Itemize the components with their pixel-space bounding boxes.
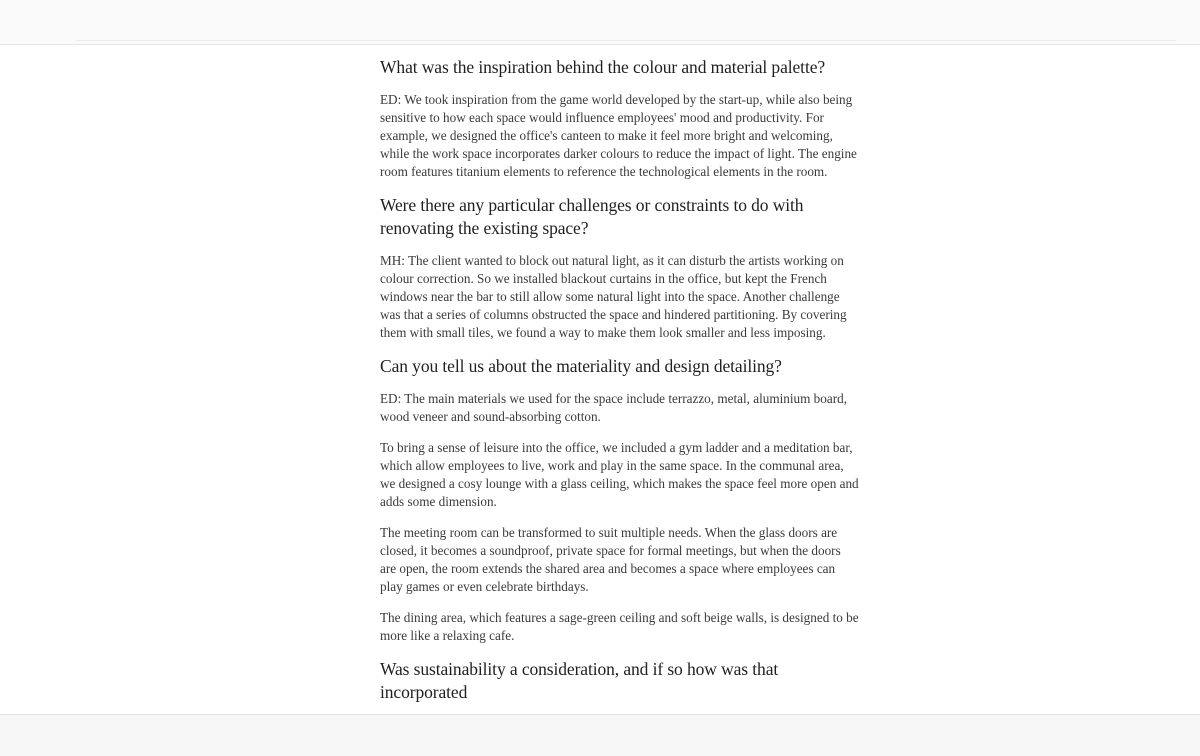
top-bar-divider xyxy=(76,40,1176,41)
answer-paragraph: The dining area, which features a sage-green ceiling and soft beige walls, is designed to be more like a relaxing cafe. xyxy=(380,610,859,643)
answer-paragraph: ED: We took inspiration from the game world developed by the start-up, while also being sensitive to how each space would influence employees' mood and productivity. For example, we designed the office's canteen to make it feel more bright and welcoming, while the work space incorporates darker colours to reduce the impact of light. The engine room features titanium elements to reference the technological elements in the room. xyxy=(380,92,857,179)
top-bar xyxy=(0,0,1200,45)
question-heading: What was the inspiration behind the colour and material palette? xyxy=(380,57,826,77)
answer-paragraph: MH: The client wanted to block out natural light, as it can disturb the artists working on colour correction. So we installed blackout curtains in the office, but kept the French windows near the bar to still allow some natural light into the space. Another challenge was that a series of columns obstructed the space and hindered partitioning. By covering them with small tiles, we found a way to make them look smaller and less imposing. xyxy=(380,253,847,340)
question-heading: Was sustainability a consideration, and if so how was that incorporated xyxy=(380,659,779,702)
answer-paragraph: The meeting room can be transformed to suit multiple needs. When the glass doors are closed, it becomes a soundproof, private space for formal meetings, but when the doors are open, the room extends the shared area and becomes a space where employees can play games or even celebrate birthdays. xyxy=(380,525,841,594)
question-heading: Were there any particular challenges or constraints to do with renovating the existing space? xyxy=(380,195,804,238)
answer-paragraph: ED: The main materials we used for the space include terrazzo, metal, aluminium board, wood veneer and sound-absorbing cotton. xyxy=(380,391,848,424)
answer-paragraph: To bring a sense of leisure into the office, we included a gym ladder and a meditation bar, which allow employees to live, work and play in the same space. In the communal area, we designed a cosy lounge with a glass ceiling, which makes the space feel more open and adds some dimension. xyxy=(380,440,859,509)
article-body xyxy=(380,56,860,716)
bottom-bar xyxy=(0,714,1200,756)
question-heading: Can you tell us about the materiality and design detailing? xyxy=(380,356,782,376)
